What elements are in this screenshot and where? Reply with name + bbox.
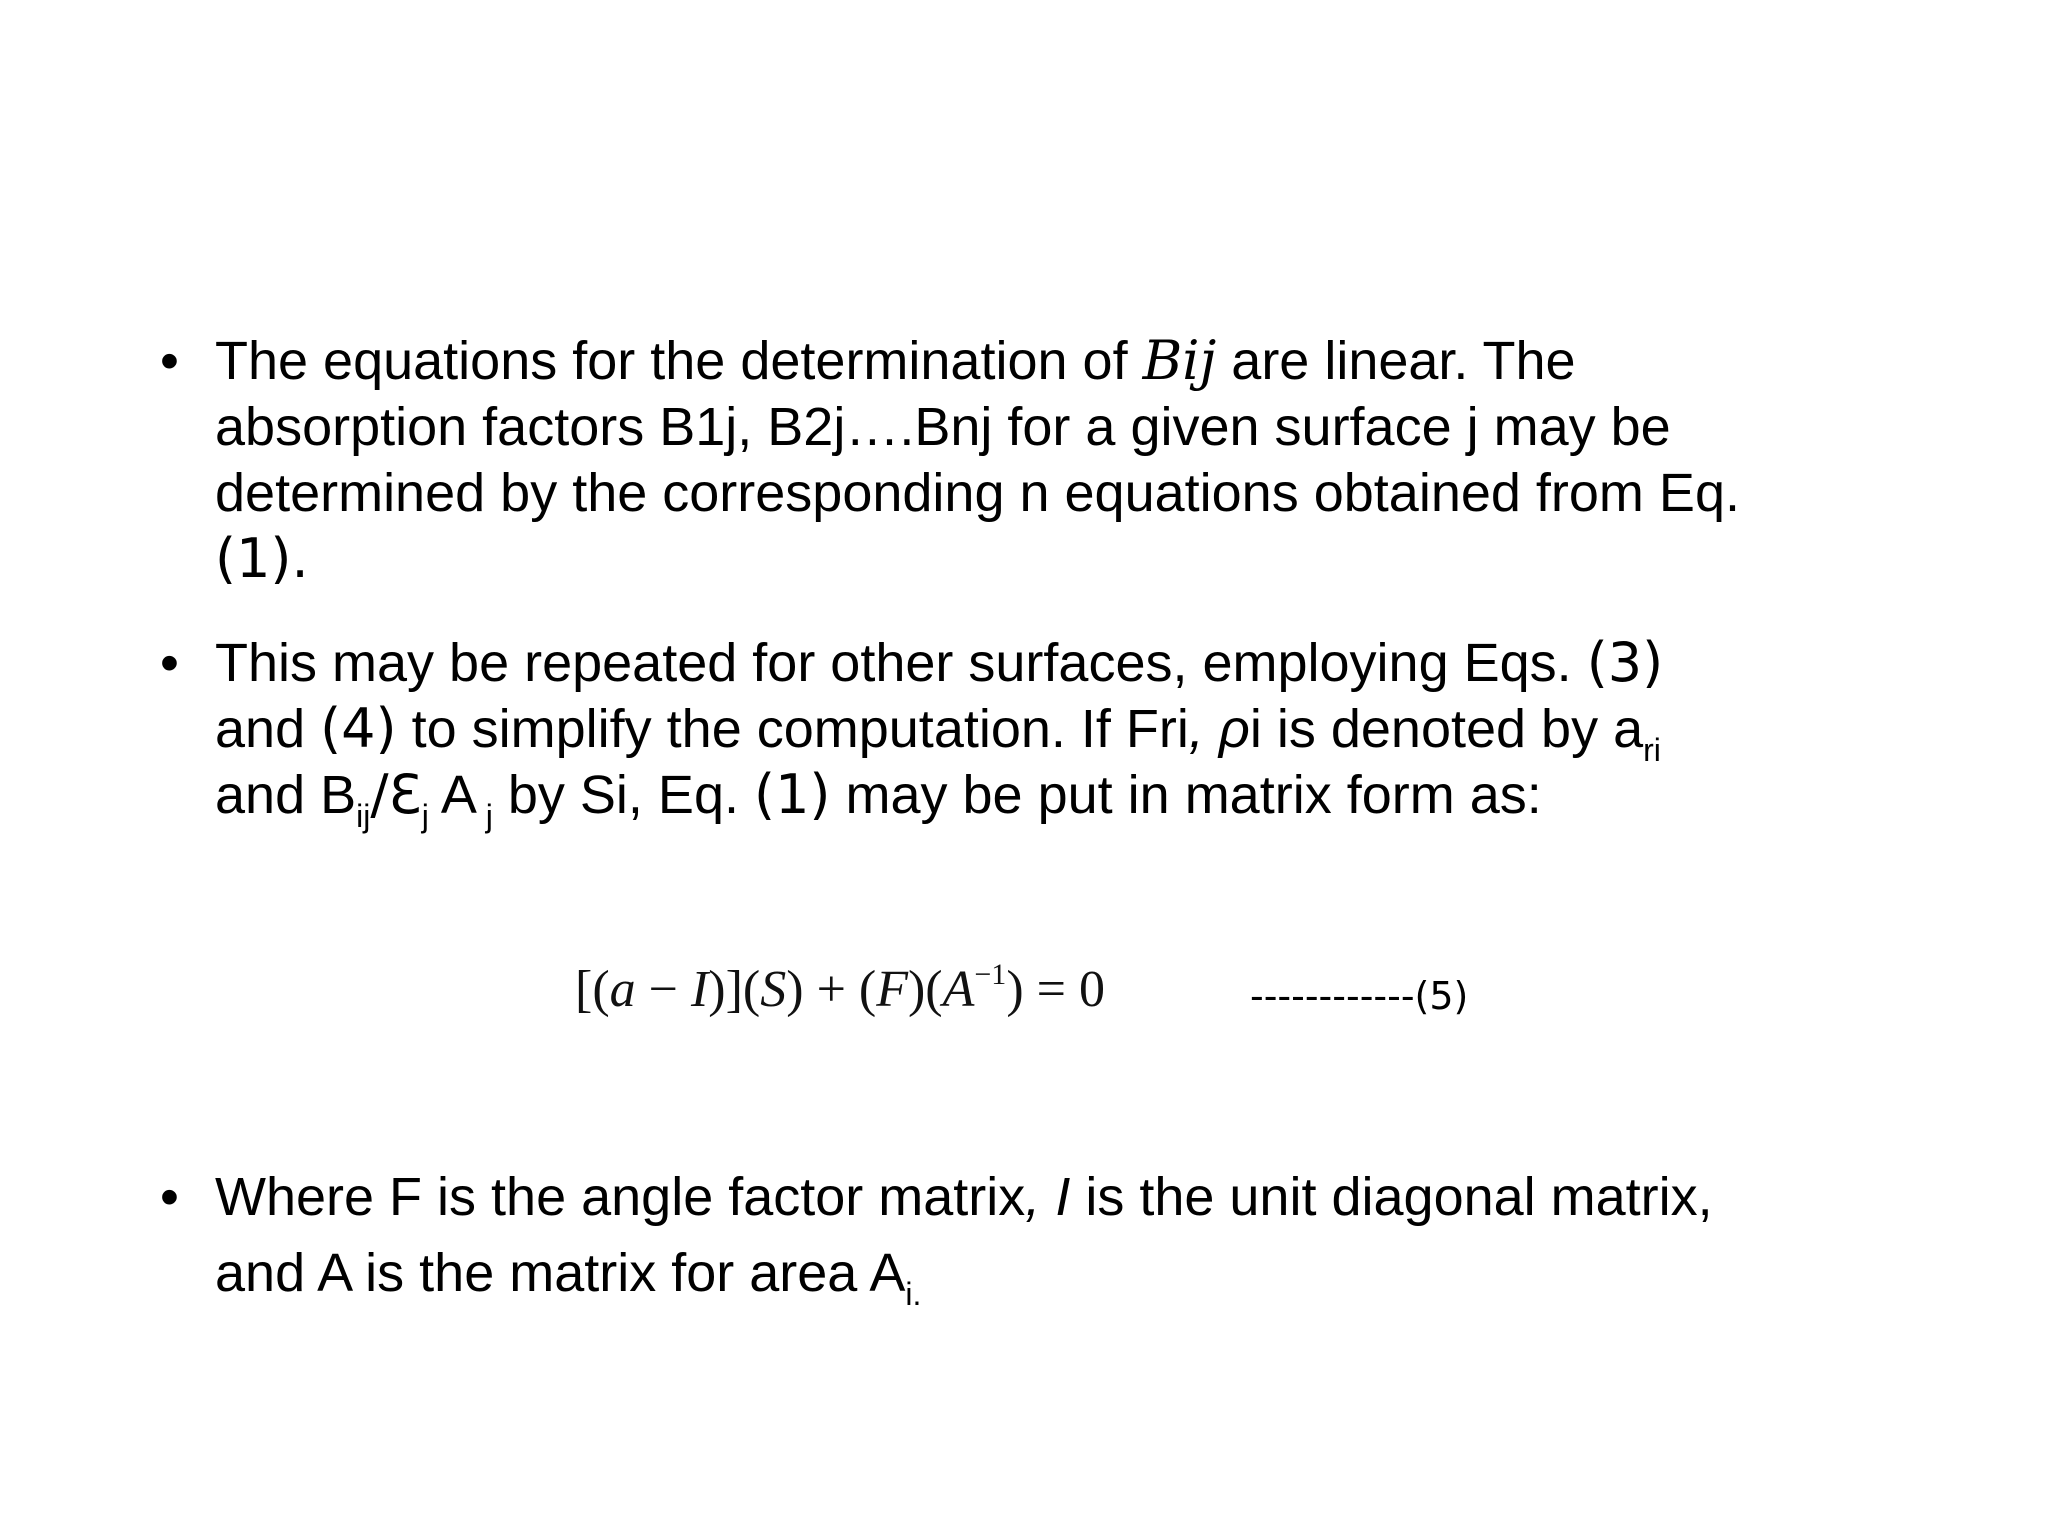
text-run: to simplify the computation. If Fri [396,699,1189,759]
text-run: , [1188,699,1219,759]
text-run: A [428,765,477,825]
text-run: The equations for the determination of [215,331,1143,391]
bullet-3-line-1 [215,1164,1915,1230]
math-symbol-i: I [1055,1167,1071,1227]
bullet-text-2 [215,630,1915,834]
text-run: Where F is the angle factor matrix [215,1167,1026,1227]
eq-var-a-matrix: A [942,961,975,1018]
text-run: are linear. The [1216,331,1576,391]
eq-part: ) + ( [786,961,877,1018]
eq-part: [( [575,961,610,1018]
math-symbol-epsilon: /Ɛ [370,763,422,826]
math-symbol-rho: ρ [1218,699,1250,759]
text-run: and [215,699,321,759]
matrix-equation [575,960,1105,1020]
text-run: i is denoted by a [1249,699,1644,759]
bullet-1-line-2: absorption factors B1j, B2j….Bnj for a given surface j may be [215,397,1671,457]
eq-var-s: S [760,961,787,1018]
text-run: and A is the matrix for area A [215,1243,906,1303]
subscript: j [476,798,493,834]
bullet-2-line-3 [215,762,1915,834]
eq-exponent: −1 [974,958,1007,991]
bullet-icon: • [160,331,179,391]
eq-var-a: a [609,961,636,1018]
equation-row [575,960,1575,1030]
bullet-icon: • [160,1167,179,1227]
text-run: This may be repeated for other surfaces, employing Eqs. [215,633,1587,693]
bullet-text-1 [215,328,1915,592]
bullet-1-line-4: (1). [215,527,309,590]
subscript: ij [356,798,371,834]
bullet-icon: • [160,633,179,693]
text-run: is the unit diagonal matrix, [1070,1167,1713,1227]
eq-part: )( [907,961,943,1018]
bullet-text-3 [215,1164,1915,1312]
subscript: j [421,798,429,834]
bullet-3-line-2 [215,1240,1915,1312]
equation-number: ------------(5) [1250,974,1469,1018]
bullet-2-line-2 [215,696,1915,768]
subscript: ri [1643,732,1661,768]
text-run: and B [215,765,357,825]
subscript: i. [905,1276,922,1312]
bullet-1-line-1 [215,328,1915,394]
eq-var-f: F [876,961,908,1018]
bullet-1-line-3: determined by the corresponding n equations obtained from Eq. [215,463,1740,523]
math-variable-bij: Bij [1142,329,1217,392]
text-run: by Si, Eq. [492,765,754,825]
eq-reference: (4) [320,697,397,760]
eq-part: − [635,961,691,1018]
eq-reference: (1) [754,763,831,826]
bullet-2-line-1 [215,630,1915,696]
eq-part: )]( [708,961,761,1018]
text-run: , [1025,1167,1056,1227]
eq-part: ) = 0 [1006,961,1105,1018]
eq-var-i: I [690,961,709,1018]
eq-reference: (3) [1586,631,1664,694]
text-run: may be put in matrix form as: [830,765,1542,825]
